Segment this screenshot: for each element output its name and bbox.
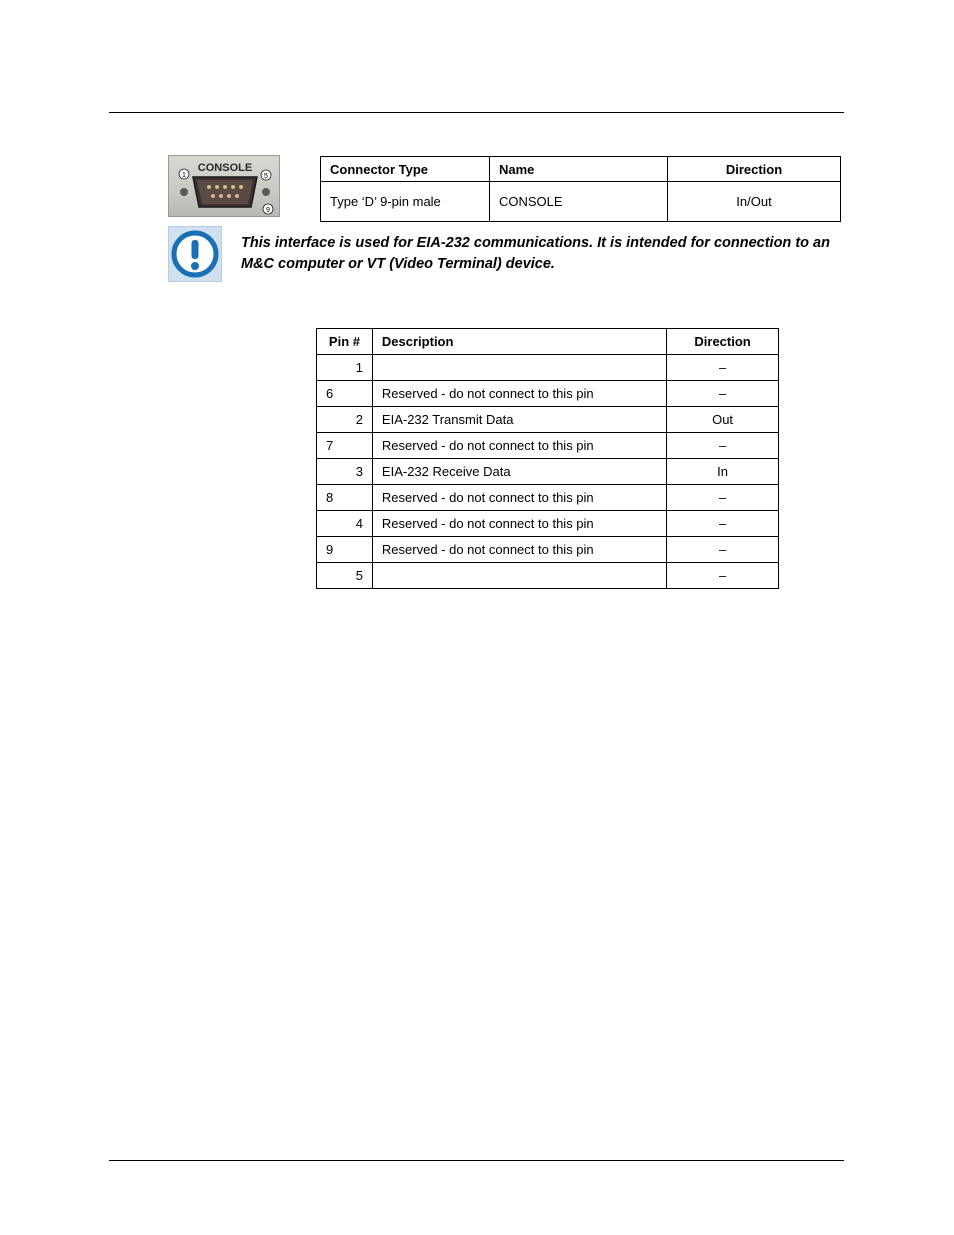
header-connector-type: Connector Type (321, 157, 490, 182)
connector-type-table (320, 156, 841, 222)
pin-description: EIA-232 Transmit Data (372, 407, 666, 433)
pin-description: Reserved - do not connect to this pin (372, 511, 666, 537)
pin-description (372, 355, 666, 381)
pin-number: 5 (317, 563, 373, 589)
pin-number: 4 (317, 511, 373, 537)
pin-number: 3 (317, 459, 373, 485)
pin-assignment-table (316, 328, 779, 589)
header-direction: Direction (667, 329, 779, 355)
table-row (317, 407, 779, 433)
pin-description: EIA-232 Receive Data (372, 459, 666, 485)
header-direction: Direction (668, 157, 841, 182)
pin-description: Reserved - do not connect to this pin (372, 381, 666, 407)
header-name: Name (490, 157, 668, 182)
pin-number: 1 (317, 355, 373, 381)
pin-direction: – (667, 485, 779, 511)
pin-number: 6 (317, 381, 373, 407)
table-row (317, 511, 779, 537)
header-description: Description (372, 329, 666, 355)
pin-description: Reserved - do not connect to this pin (372, 485, 666, 511)
pin-number: 8 (317, 485, 373, 511)
pin-direction: – (667, 381, 779, 407)
table-row (317, 381, 779, 407)
pin-number: 9 (317, 537, 373, 563)
pin-number: 2 (317, 407, 373, 433)
pin-direction: – (667, 563, 779, 589)
table-row (317, 563, 779, 589)
header-pin: Pin # (317, 329, 373, 355)
table-row (317, 537, 779, 563)
cell-connector-type: Type ‘D’ 9-pin male (321, 182, 490, 222)
pin-label-5: 5 (264, 173, 268, 180)
pin-label-1: 1 (182, 172, 186, 179)
table-row (317, 355, 779, 381)
header-rule (109, 112, 844, 113)
table-row (317, 485, 779, 511)
table-row (317, 433, 779, 459)
pin-description: Reserved - do not connect to this pin (372, 433, 666, 459)
pin-direction: – (667, 355, 779, 381)
pin-direction: – (667, 433, 779, 459)
cell-name: CONSOLE (490, 182, 668, 222)
connector-label: CONSOLE (197, 162, 253, 174)
important-exclamation-icon (168, 226, 222, 282)
note-text: This interface is used for EIA-232 communications. It is intended for connection to an M&C computer or VT (Video Terminal) device. (241, 235, 830, 272)
table-row (317, 459, 779, 485)
pin-description: Reserved - do not connect to this pin (372, 537, 666, 563)
pin-description (372, 563, 666, 589)
cell-direction: In/Out (668, 182, 841, 222)
pin-number: 7 (317, 433, 373, 459)
pin-direction: – (667, 511, 779, 537)
pin-direction: Out (667, 407, 779, 433)
pin-direction: – (667, 537, 779, 563)
console-connector-photo (168, 155, 280, 217)
footer-rule (109, 1160, 844, 1161)
pin-direction: In (667, 459, 779, 485)
pin-label-9: 9 (266, 207, 270, 214)
